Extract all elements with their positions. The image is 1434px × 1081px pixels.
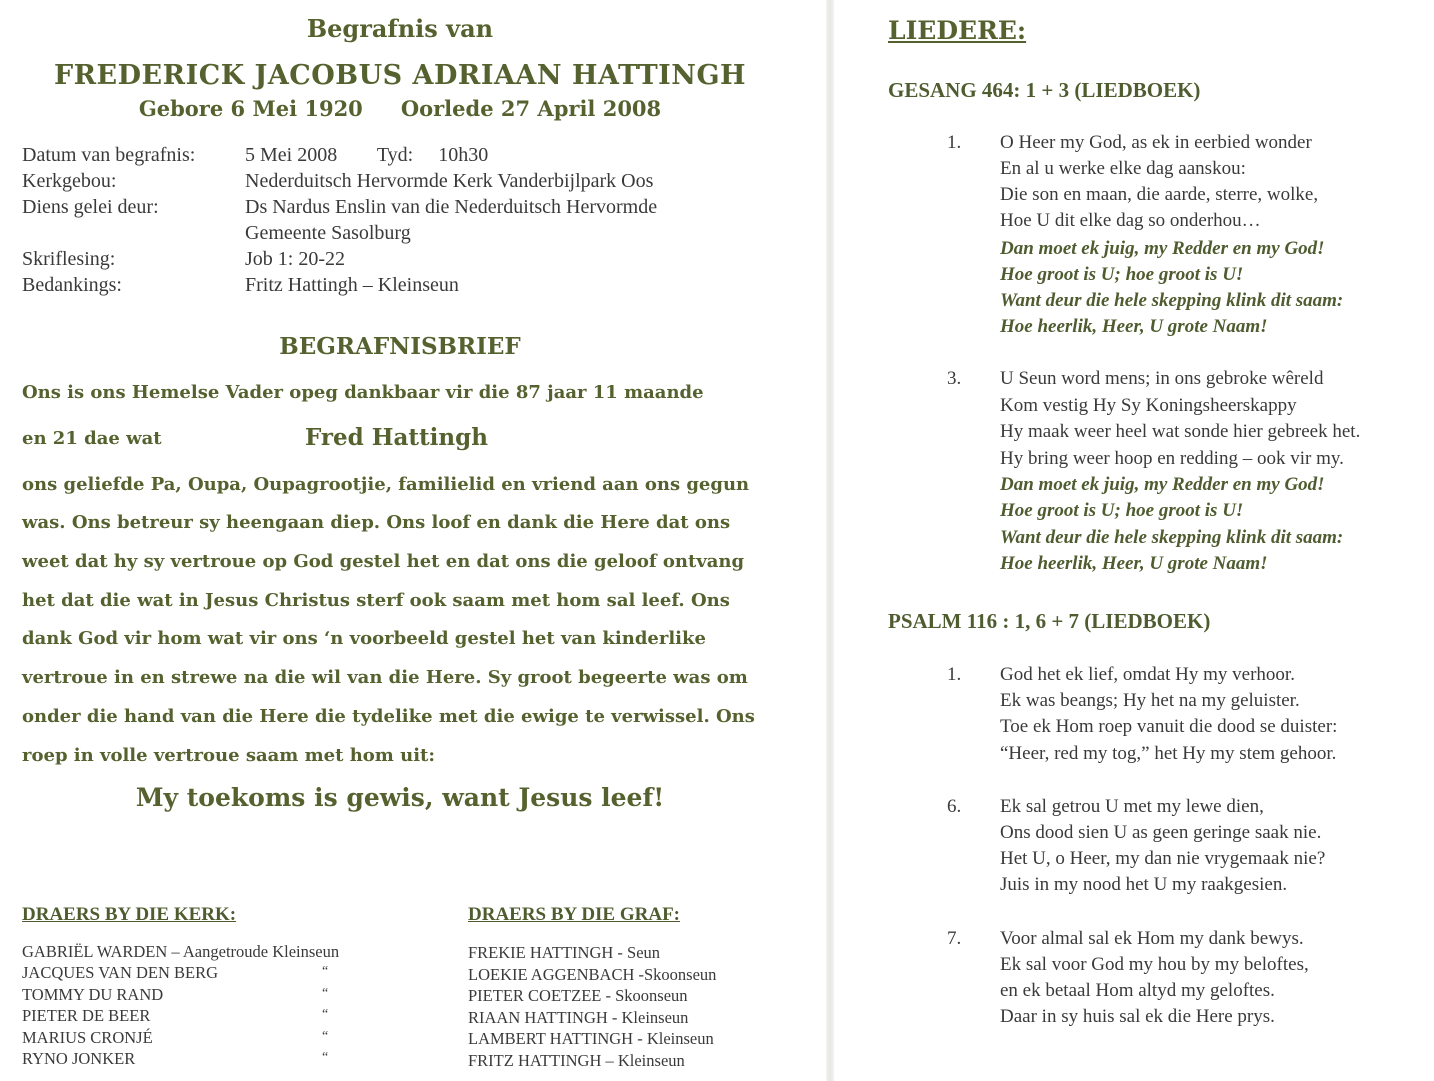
chorus-line: Want deur die hele skepping klink dit saam: (1000, 290, 1344, 311)
verse-line: Voor almal sal ek Hom my dank bewys. (1000, 928, 1304, 949)
letter-line: was. Ons betreur sy heengaan diep. Ons loof en dank die Here dat ons (22, 512, 731, 533)
life-dates (0, 96, 800, 121)
detail-label: Datum van begrafnis: (22, 144, 196, 166)
verse-line: Ons dood sien U as geen geringe saak nie. (1000, 822, 1322, 843)
church-bearer: GABRIËL WARDEN – Aangetroude Kleinseun (22, 942, 340, 961)
ditto-mark: “ (322, 1050, 329, 1065)
funeral-heading: Begrafnis van (306, 14, 494, 43)
song-title: PSALM 116 : 1, 6 + 7 (LIEDBOEK) (888, 609, 1211, 633)
church-bearer: RYNO JONKER (22, 1049, 136, 1068)
verse-line: Daar in sy huis sal ek die Here prys. (1000, 1006, 1275, 1027)
verse-line: En al u werke elke dag aanskou: (1000, 158, 1246, 179)
verse-line: Ek was beangs; Hy het na my geluister. (1000, 690, 1300, 711)
detail-value: Ds Nardus Enslin van die Nederduitsch Hervormde (245, 196, 658, 218)
chorus-line: Dan moet ek juig, my Redder en my God! (1000, 474, 1325, 495)
detail-label: Skriflesing: (22, 248, 116, 270)
death-date: Oorlede 27 April 2008 (400, 96, 662, 121)
verse-line: O Heer my God, as ek in eerbied wonder (1000, 132, 1312, 153)
verse-line: Hoe U dit elke dag so onderhou… (1000, 210, 1261, 231)
verse-number: 6. (947, 796, 962, 817)
ditto-mark: “ (322, 964, 329, 979)
verse-line: Die son en maan, die aarde, sterre, wolke, (1000, 184, 1319, 205)
church-bearer: PIETER DE BEER (22, 1006, 151, 1025)
verse-line: Kom vestig Hy Sy Koningsheerskappy (1000, 395, 1297, 416)
detail-value: 5 Mei 2008 Tyd: 10h30 (245, 144, 489, 166)
chorus-line: Hoe groot is U; hoe groot is U! (1000, 264, 1244, 285)
detail-label: Diens gelei deur: (22, 196, 159, 218)
verse-line: Toe ek Hom roep vanuit die dood se duister: (1000, 716, 1338, 737)
verse-line: Hy maak weer heel wat sonde hier gebreek het. (1000, 421, 1361, 442)
right-page (830, 0, 1434, 1081)
deceased-name: FREDERICK JACOBUS ADRIAAN HATTINGH (53, 60, 747, 91)
detail-value: Nederduitsch Hervormde Kerk Vanderbijlpark Oos (245, 170, 654, 192)
church-bearer: TOMMY DU RAND (22, 985, 164, 1004)
ditto-mark: “ (322, 986, 329, 1001)
church-bearer: MARIUS CRONJÉ (22, 1028, 153, 1047)
chorus-line: Hoe heerlik, Heer, U grote Naam! (1000, 316, 1268, 337)
detail-value: Gemeente Sasolburg (245, 222, 411, 244)
grave-bearer: LOEKIE AGGENBACH -Skoonseun (468, 965, 717, 984)
verse-number: 3. (947, 368, 962, 389)
detail-label: Kerkgebou: (22, 170, 117, 192)
letter-line: ons geliefde Pa, Oupa, Oupagrootjie, familielid en vriend aan ons gegun (22, 474, 750, 495)
chorus-line: Want deur die hele skepping klink dit saam: (1000, 527, 1344, 548)
verse-line: en ek betaal Hom altyd my geloftes. (1000, 980, 1275, 1001)
grave-bearers-heading: DRAERS BY DIE GRAF: (468, 904, 681, 925)
verse-number: 1. (947, 132, 962, 153)
chorus-line: Hoe groot is U; hoe groot is U! (1000, 500, 1244, 521)
ditto-mark: “ (322, 1029, 329, 1044)
verse-line: Ek sal getrou U met my lewe dien, (1000, 796, 1264, 817)
letter-line: Ons is ons Hemelse Vader opeg dankbaar vir die 87 jaar 11 maande (22, 382, 704, 403)
church-bearers-heading: DRAERS BY DIE KERK: (22, 904, 237, 925)
letter-line: dank God vir hom wat vir ons ‘n voorbeeld gestel het van kinderlike (22, 628, 706, 649)
letter-line: onder die hand van die Here die tydelike met die ewige te verwissel. Ons (22, 706, 755, 727)
verse-line: “Heer, red my tog,” het Hy my stem gehoor. (1000, 743, 1337, 764)
grave-bearer: FREKIE HATTINGH - Seun (468, 943, 661, 962)
letter-line: en 21 dae wat (22, 428, 162, 449)
letter-line: vertroue in en strewe na die wil van die Here. Sy groot begeerte was om (22, 667, 748, 688)
deceased-short-name: Fred Hattingh (305, 424, 488, 451)
grave-bearer: FRITZ HATTINGH – Kleinseun (468, 1051, 685, 1070)
grave-bearer: PIETER COETZEE - Skoonseun (468, 986, 688, 1005)
ditto-mark: “ (322, 1007, 329, 1022)
birth-date: Gebore 6 Mei 1920 (138, 96, 363, 121)
closing-line: My toekoms is gewis, want Jesus leef! (135, 783, 665, 812)
detail-value: Fritz Hattingh – Kleinseun (245, 274, 459, 296)
church-bearer: JACQUES VAN DEN BERG (22, 963, 219, 982)
verse-line: Hy bring weer hoop en redding – ook vir my. (1000, 448, 1344, 469)
verse-number: 1. (947, 664, 962, 685)
detail-label: Bedankings: (22, 274, 122, 296)
song-title: GESANG 464: 1 + 3 (LIEDBOEK) (888, 78, 1201, 102)
chorus-line: Dan moet ek juig, my Redder en my God! (1000, 238, 1325, 259)
grave-bearer: RIAAN HATTINGH - Kleinseun (468, 1008, 689, 1027)
verse-line: U Seun word mens; in ons gebroke wêreld (1000, 368, 1324, 389)
letter-line: roep in volle vertroue saam met hom uit: (22, 745, 435, 766)
grave-bearer: LAMBERT HATTINGH - Kleinseun (468, 1029, 714, 1048)
verse-number: 7. (947, 928, 962, 949)
verse-line: Juis in my nood het U my raakgesien. (1000, 874, 1288, 895)
letter-heading: BEGRAFNISBRIEF (279, 333, 521, 360)
verse-line: God het ek lief, omdat Hy my verhoor. (1000, 664, 1295, 685)
letter-line: het dat die wat in Jesus Christus sterf ook saam met hom sal leef. Ons (22, 590, 730, 611)
chorus-line: Hoe heerlik, Heer, U grote Naam! (1000, 553, 1268, 574)
letter-line: weet dat hy sy vertroue op God gestel het en dat ons die geloof ontvang (22, 551, 745, 572)
verse-line: Ek sal voor God my hou by my beloftes, (1000, 954, 1309, 975)
verse-line: Het U, o Heer, my dan nie vrygemaak nie? (1000, 848, 1326, 869)
detail-value: Job 1: 20-22 (245, 248, 345, 270)
songs-heading: LIEDERE: (888, 16, 1027, 45)
